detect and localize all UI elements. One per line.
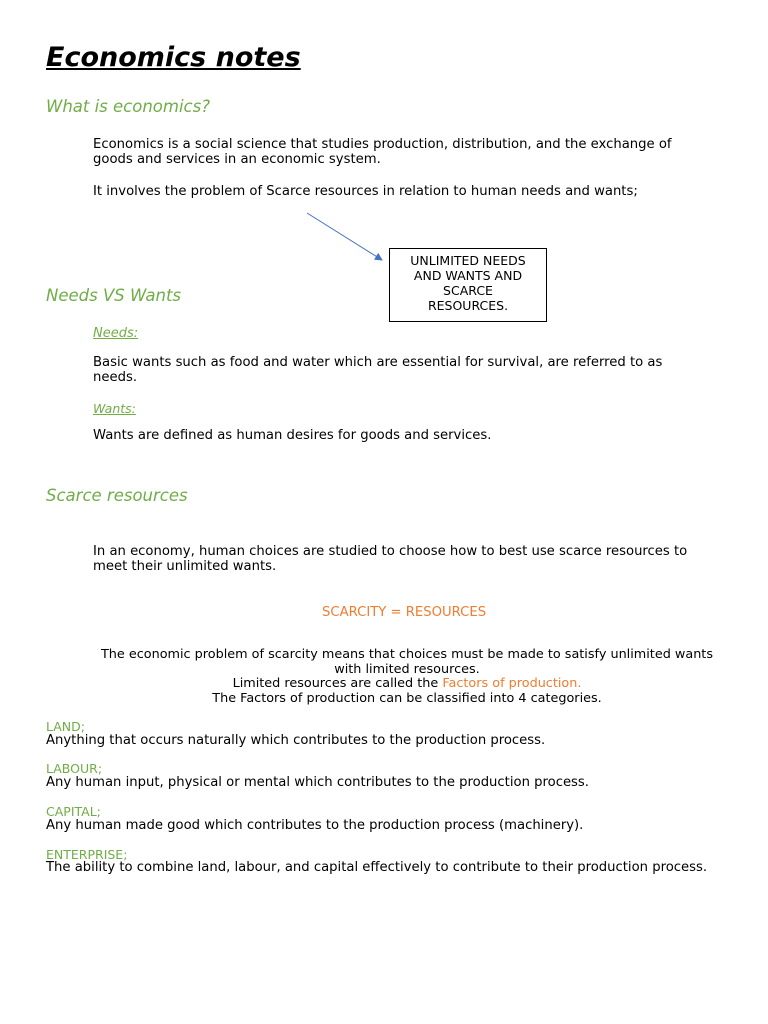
callout-line: AND WANTS AND: [413, 268, 523, 283]
callout-line: UNLIMITED NEEDS: [410, 253, 526, 268]
text-fragment: Limited resources are called the: [232, 676, 443, 691]
text-line: goods and services in an economic system.: [93, 152, 381, 167]
label-needs: Needs:: [93, 326, 139, 341]
text-line: meet their unlimited wants.: [93, 559, 277, 574]
factor-text-labour: Any human input, physical or mental which contributes to the production process.: [46, 775, 589, 790]
factor-label-capital: CAPITAL;: [46, 804, 101, 819]
text-line: The Factors of production can be classified into 4 categories.: [212, 690, 602, 706]
paragraph-scarce-problem: It involves the problem of Scarce resources in relation to human needs and wants;: [93, 184, 638, 199]
factors-highlight: Factors of production.: [442, 676, 582, 691]
text-line: The economic problem of scarcity means that choices must be made to satisfy unlimited wants: [100, 647, 713, 662]
paragraph-needs: [93, 355, 662, 385]
text-line: with limited resources.: [334, 661, 480, 677]
centered-explanation: [46, 648, 768, 706]
factor-text-capital: Any human made good which contributes to the production process (machinery).: [46, 818, 584, 833]
equation-scarcity: SCARCITY = RESOURCES: [322, 605, 487, 620]
text-line: Basic wants such as food and water which are essential for survival, are referred to as: [93, 355, 663, 370]
callout-line: SCARCE: [443, 283, 493, 298]
callout-line: RESOURCES.: [427, 298, 509, 313]
arrow-connector: [300, 208, 390, 268]
heading-what-is-economics: What is economics?: [46, 97, 210, 116]
callout-box: [389, 248, 547, 322]
page-title: Economics notes: [46, 42, 301, 73]
factor-text-land: Anything that occurs naturally which contributes to the production process.: [46, 733, 546, 748]
text-line: [46, 677, 768, 692]
factor-text-enterprise: The ability to combine land, labour, and capital effectively to contribute to their production process.: [46, 860, 708, 875]
text-line: Economics is a social science that studies production, distribution, and the exchange of: [93, 137, 672, 152]
heading-scarce-resources: Scarce resources: [46, 486, 188, 505]
paragraph-scarce: [93, 544, 687, 574]
factor-label-labour: LABOUR;: [46, 761, 103, 776]
factor-label-enterprise: ENTERPRISE;: [46, 847, 128, 862]
text-line: In an economy, human choices are studied to choose how to best use scarce resources to: [93, 544, 688, 559]
factor-label-land: LAND;: [46, 719, 85, 734]
paragraph-definition: [93, 137, 672, 167]
paragraph-wants: Wants are defined as human desires for goods and services.: [93, 428, 492, 443]
label-wants: Wants:: [93, 401, 136, 416]
text-line: needs.: [93, 370, 138, 385]
heading-needs-vs-wants: Needs VS Wants: [46, 286, 182, 305]
